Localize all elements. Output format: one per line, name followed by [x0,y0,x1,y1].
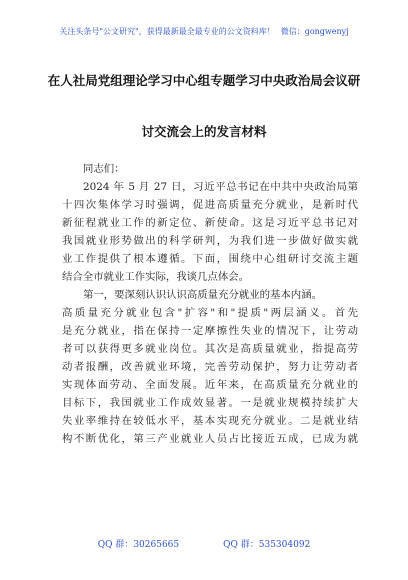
body-line: 者可以获得更多就业岗位。其次是高质量就业，指提高劳 [62,343,358,355]
document-title-line-2: 讨交流会上的发言材料 [141,124,267,139]
body-line: 是充分就业，指在保持一定摩擦性失业的情况下，让劳动 [62,325,358,337]
body-line: 2024 年 5 月 27 日，习近平总书记在中共中央政治局第 [83,181,358,193]
header-promo-text: 关注头条号"公文研究"，获得最新最全最专业的公文资料库！ [59,27,275,36]
document-title-line-1: 在人社局党组理论学习中心组专题学习中央政治局会议研 [47,73,361,88]
body-line: 目标下，我国就业工作成效显著。一是就业规模持续扩大 [62,397,358,409]
footer-qq-group-1: QQ 群：30265665 [97,540,180,550]
body-line: 我国就业形势做出的科学研判，为我们进一步做好做实就 [62,235,358,247]
body-line: 动者报酬，改善就业环境，完善劳动保护，努力让劳动者 [62,361,358,373]
header-wechat-text: 微信：gongwenyj [280,27,349,36]
body-line: 高质量充分就业包含"扩容"和"提质"两层涵义。首先 [62,307,358,319]
body-line: 构不断优化，第三产业就业人员占比接近五成，已成为就 [62,433,358,445]
footer-qq-group-2: QQ 群：535304092 [223,540,311,550]
header-note [0,26,408,37]
body-line: 第一，要深刻认识认识高质量充分就业的基本内涵。 [83,289,322,301]
footer-contact [0,537,408,550]
body-line: 实现体面劳动、全面发展。近年来，在高质量充分就业的 [62,379,358,391]
body-line: 业工作提供了根本遵循。下面，围绕中心组研讨交流主题 [62,253,358,265]
document-body [62,160,358,448]
salutation: 同志们： [83,163,125,175]
body-line: 十四次集体学习时强调，促进高质量充分就业，是新时代 [62,199,358,211]
body-line: 结合全市就业工作实际，我谈几点体会。 [62,271,250,283]
body-line: 新征程就业工作的新定位、新使命。这是习近平总书记对 [62,217,358,229]
body-line: 失业率维持在较低水平，基本实现充分就业。二是就业结 [62,415,358,427]
